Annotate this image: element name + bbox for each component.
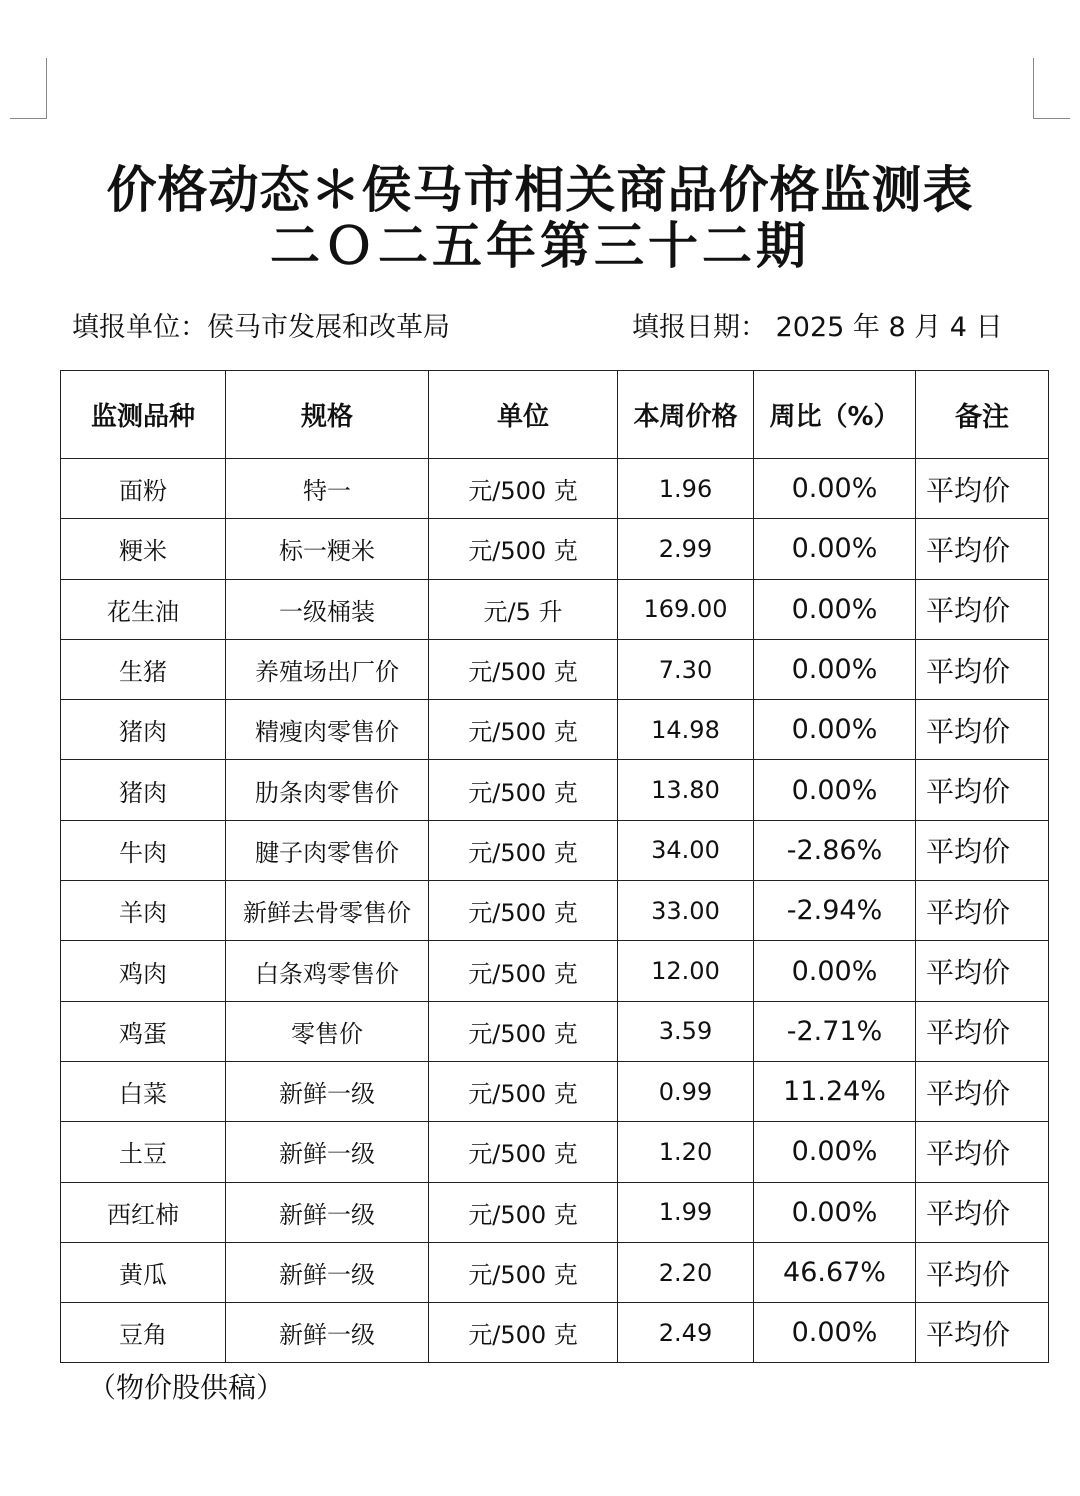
cell-change: 0.00% [754, 519, 916, 579]
cell-unit: 元/500 克 [429, 1001, 618, 1061]
cell-unit: 元/500 克 [429, 519, 618, 579]
cell-price: 2.20 [618, 1242, 754, 1302]
cell-price: 12.00 [618, 941, 754, 1001]
table-row [61, 1001, 1049, 1061]
cell-item: 牛肉 [61, 820, 226, 880]
header-spec: 规格 [226, 371, 429, 459]
cell-spec: 新鲜一级 [226, 1182, 429, 1242]
cell-change: 0.00% [754, 459, 916, 519]
table-row [61, 1242, 1049, 1302]
cell-note: 平均价 [916, 941, 1049, 1001]
cell-unit: 元/500 克 [429, 760, 618, 820]
table-row [61, 820, 1049, 880]
cell-note: 平均价 [916, 519, 1049, 579]
cell-spec: 精瘦肉零售价 [226, 700, 429, 760]
cell-note: 平均价 [916, 459, 1049, 519]
cell-note: 平均价 [916, 1001, 1049, 1061]
cell-unit: 元/500 克 [429, 820, 618, 880]
cell-spec: 腱子肉零售价 [226, 820, 429, 880]
cell-note: 平均价 [916, 1122, 1049, 1182]
header-note: 备注 [916, 371, 1049, 459]
cell-item: 黄瓜 [61, 1242, 226, 1302]
document-title: 价格动态＊侯马市相关商品价格监测表 [106, 161, 974, 219]
cell-note: 平均价 [916, 639, 1049, 699]
cell-item: 羊肉 [61, 881, 226, 941]
table-body [61, 459, 1049, 1363]
cell-change: -2.94% [754, 881, 916, 941]
cell-change: -2.86% [754, 820, 916, 880]
cell-item: 面粉 [61, 459, 226, 519]
cell-unit: 元/500 克 [429, 459, 618, 519]
cell-price: 169.00 [618, 579, 754, 639]
report-date: 填报日期： 2025 年 8 月 4 日 [632, 312, 1003, 343]
cell-change: 11.24% [754, 1061, 916, 1121]
cell-price: 1.99 [618, 1182, 754, 1242]
cell-item: 土豆 [61, 1122, 226, 1182]
table-row [61, 579, 1049, 639]
cell-change: 0.00% [754, 700, 916, 760]
cell-spec: 白条鸡零售价 [226, 941, 429, 1001]
cell-price: 34.00 [618, 820, 754, 880]
cell-unit: 元/500 克 [429, 1242, 618, 1302]
cell-item: 鸡蛋 [61, 1001, 226, 1061]
table-row [61, 1182, 1049, 1242]
cell-spec: 一级桶装 [226, 579, 429, 639]
cell-change: 0.00% [754, 1182, 916, 1242]
table-row [61, 639, 1049, 699]
cell-note: 平均价 [916, 1061, 1049, 1121]
cell-item: 西红柿 [61, 1182, 226, 1242]
table-header-row [61, 371, 1049, 459]
cell-spec: 养殖场出厂价 [226, 639, 429, 699]
cell-price: 14.98 [618, 700, 754, 760]
table-row [61, 459, 1049, 519]
price-monitoring-table [60, 370, 1049, 1363]
cell-item: 粳米 [61, 519, 226, 579]
source-note: （物价股供稿） [88, 1371, 285, 1404]
cell-note: 平均价 [916, 881, 1049, 941]
cell-spec: 零售价 [226, 1001, 429, 1061]
cell-item: 鸡肉 [61, 941, 226, 1001]
cell-unit: 元/500 克 [429, 1061, 618, 1121]
cell-spec: 特一 [226, 459, 429, 519]
cell-price: 7.30 [618, 639, 754, 699]
cell-change: 0.00% [754, 1122, 916, 1182]
table-row [61, 1303, 1049, 1363]
table-row [61, 881, 1049, 941]
cell-note: 平均价 [916, 760, 1049, 820]
header-change: 周比（%） [754, 371, 916, 459]
cell-spec: 新鲜一级 [226, 1242, 429, 1302]
cell-change: 0.00% [754, 579, 916, 639]
cell-price: 33.00 [618, 881, 754, 941]
cell-price: 2.49 [618, 1303, 754, 1363]
header-unit: 单位 [429, 371, 618, 459]
cell-unit: 元/5 升 [429, 579, 618, 639]
cell-price: 1.96 [618, 459, 754, 519]
cell-unit: 元/500 克 [429, 1122, 618, 1182]
cell-note: 平均价 [916, 579, 1049, 639]
cell-price: 0.99 [618, 1061, 754, 1121]
cell-spec: 新鲜去骨零售价 [226, 881, 429, 941]
cell-note: 平均价 [916, 1182, 1049, 1242]
cell-change: 0.00% [754, 941, 916, 1001]
cell-item: 猪肉 [61, 760, 226, 820]
cell-spec: 新鲜一级 [226, 1303, 429, 1363]
cell-change: 0.00% [754, 1303, 916, 1363]
cell-change: 0.00% [754, 760, 916, 820]
header-item: 监测品种 [61, 371, 226, 459]
table-row [61, 941, 1049, 1001]
cell-item: 生猪 [61, 639, 226, 699]
cell-note: 平均价 [916, 1303, 1049, 1363]
crop-mark-right [1033, 58, 1070, 119]
crop-mark-left [10, 58, 47, 119]
cell-item: 猪肉 [61, 700, 226, 760]
cell-change: 46.67% [754, 1242, 916, 1302]
cell-spec: 新鲜一级 [226, 1122, 429, 1182]
table-row [61, 700, 1049, 760]
table-row [61, 760, 1049, 820]
document-subtitle: 二Ｏ二五年第三十二期 [270, 217, 810, 275]
cell-change: 0.00% [754, 639, 916, 699]
cell-price: 3.59 [618, 1001, 754, 1061]
cell-note: 平均价 [916, 820, 1049, 880]
cell-spec: 标一粳米 [226, 519, 429, 579]
cell-unit: 元/500 克 [429, 1303, 618, 1363]
table-row [61, 1122, 1049, 1182]
cell-unit: 元/500 克 [429, 639, 618, 699]
cell-spec: 新鲜一级 [226, 1061, 429, 1121]
cell-item: 白菜 [61, 1061, 226, 1121]
cell-unit: 元/500 克 [429, 941, 618, 1001]
cell-price: 1.20 [618, 1122, 754, 1182]
table-row [61, 519, 1049, 579]
cell-price: 2.99 [618, 519, 754, 579]
cell-note: 平均价 [916, 1242, 1049, 1302]
cell-note: 平均价 [916, 700, 1049, 760]
cell-unit: 元/500 克 [429, 700, 618, 760]
cell-spec: 肋条肉零售价 [226, 760, 429, 820]
cell-item: 豆角 [61, 1303, 226, 1363]
cell-change: -2.71% [754, 1001, 916, 1061]
header-price: 本周价格 [618, 371, 754, 459]
report-unit: 填报单位：侯马市发展和改革局 [72, 312, 450, 343]
cell-item: 花生油 [61, 579, 226, 639]
table-row [61, 1061, 1049, 1121]
cell-unit: 元/500 克 [429, 881, 618, 941]
cell-price: 13.80 [618, 760, 754, 820]
cell-unit: 元/500 克 [429, 1182, 618, 1242]
